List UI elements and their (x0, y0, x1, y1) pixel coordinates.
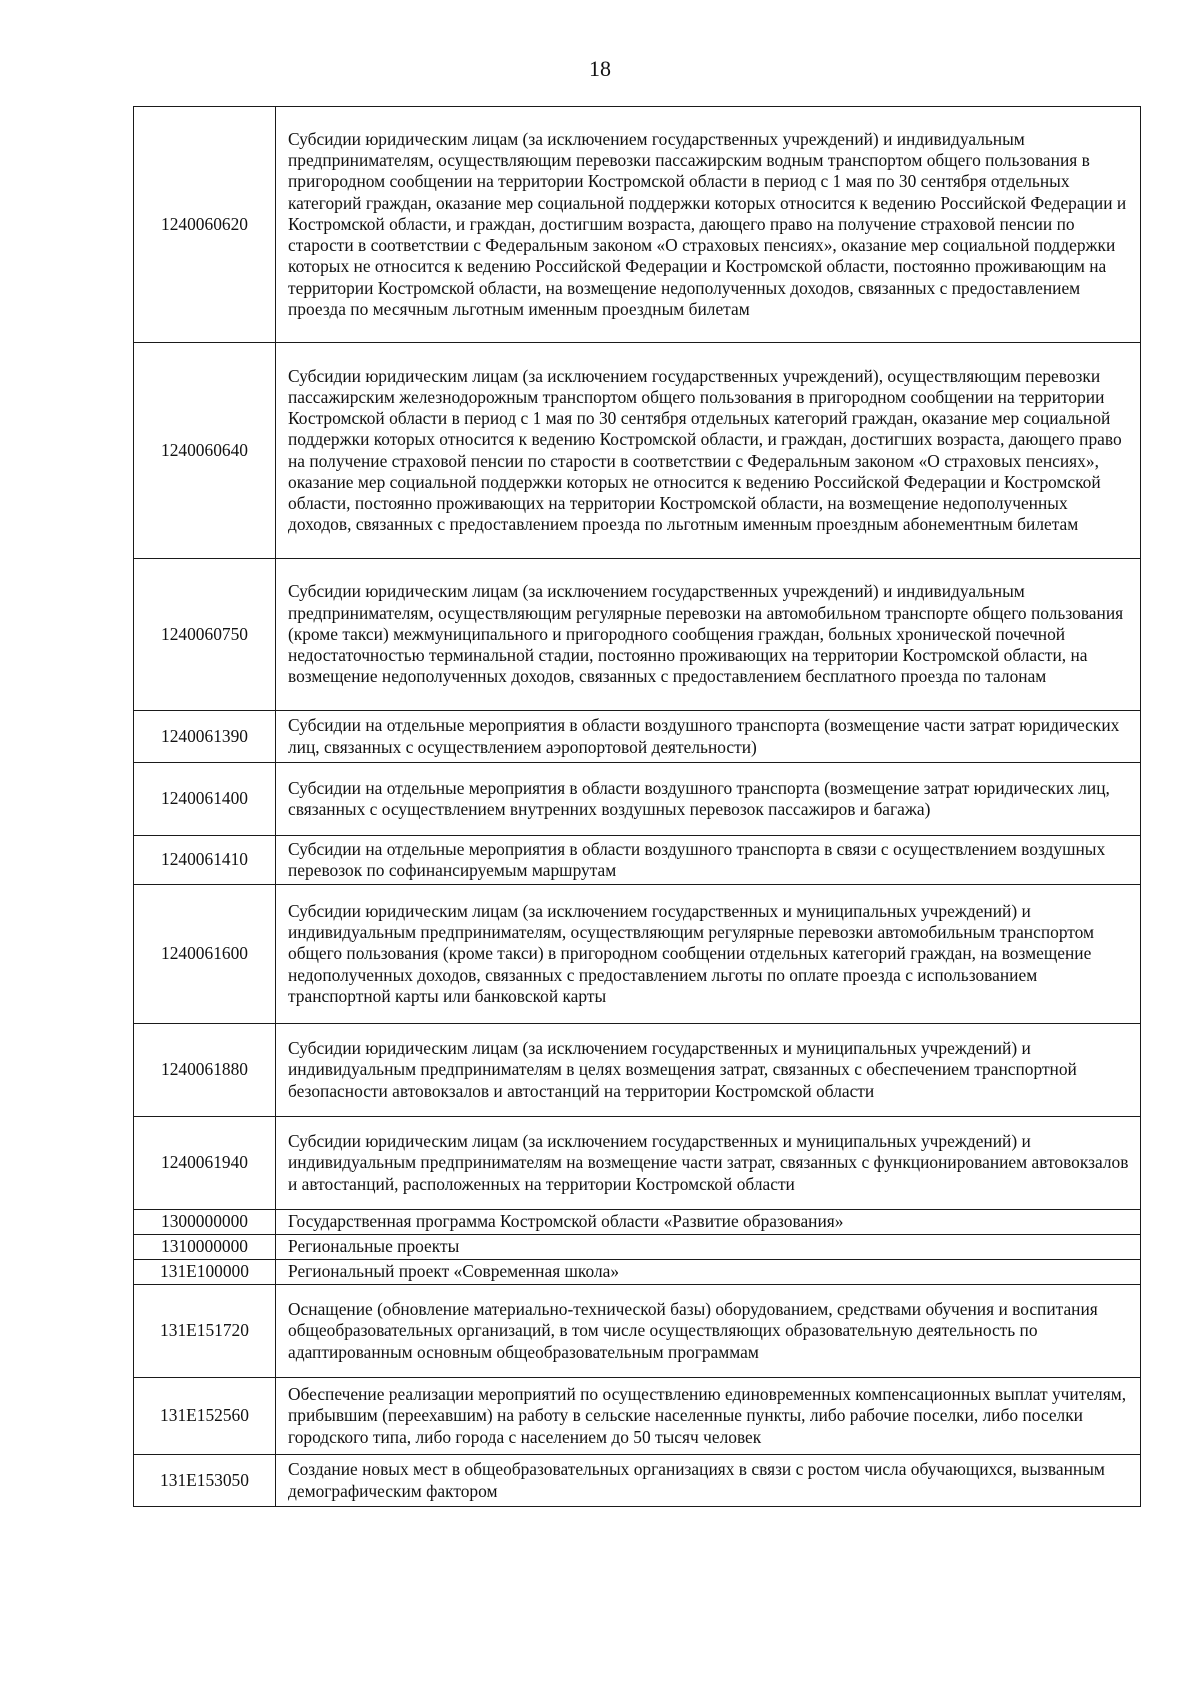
row-code: 131E152560 (134, 1378, 276, 1455)
table-row (134, 1260, 1141, 1285)
row-description: Субсидии юридическим лицам (за исключением государственных и муниципальных учреждений) и индивидуальным предпринимателям на возмещение части затрат, связанных с функционированием автовокзалов и автостанций, расположенных на территории Костромской области (276, 1117, 1141, 1210)
row-code: 1240061400 (134, 763, 276, 836)
row-description: Субсидии юридическим лицам (за исключением государственных и муниципальных учреждений) и индивидуальным предпринимателям в целях возмещения затрат, связанных с обеспечением транспортной безопасности автовокзалов и автостанций на территории Костромской области (276, 1024, 1141, 1117)
table-row (134, 1285, 1141, 1378)
row-code: 1240061410 (134, 836, 276, 885)
table-row (134, 1117, 1141, 1210)
row-code: 1240060750 (134, 559, 276, 711)
row-description: Субсидии на отдельные мероприятия в области воздушного транспорта в связи с осуществлением воздушных перевозок по софинансируемым маршрутам (276, 836, 1141, 885)
row-description: Субсидии юридическим лицам (за исключением государственных учреждений), осуществляющим перевозки пассажирским железнодорожным транспортом общего пользования в пригородном сообщении на территории Костромской области в период с 1 мая по 30 сентября отдельных категорий граждан, оказание мер социальной поддержки которых относится к ведению Костромской области, и граждан, достигших возраста, дающего право на получение страховой пенсии по старости в соответствии с Федеральным законом «О страховых пенсиях», оказание мер социальной поддержки которых не относится к ведению Российской Федерации и Костромской области, постоянно проживающих на территории Костромской области, на возмещение недополученных доходов, связанных с предоставлением проезда по льготным именным проездным абонементным билетам (276, 343, 1141, 559)
table-row (134, 711, 1141, 763)
row-description: Субсидии на отдельные мероприятия в области воздушного транспорта (возмещение части затрат юридических лиц, связанных с осуществлением аэропортовой деятельности) (276, 711, 1141, 763)
row-description: Создание новых мест в общеобразовательных организациях в связи с ростом числа обучающихся, вызванным демографическим фактором (276, 1455, 1141, 1507)
row-code: 1240061880 (134, 1024, 276, 1117)
row-code: 1240061600 (134, 885, 276, 1024)
budget-classification-table (133, 106, 1141, 1507)
row-description: Субсидии юридическим лицам (за исключением государственных и муниципальных учреждений) и индивидуальным предпринимателям, осуществляющим регулярные перевозки автомобильным транспортом общего пользования (кроме такси) в пригородном сообщении отдельных категорий граждан, на возмещение недополученных доходов, связанных с предоставлением льготы по оплате проезда с использованием транспортной карты или банковской карты (276, 885, 1141, 1024)
table-row (134, 1235, 1141, 1260)
table-row (134, 885, 1141, 1024)
row-description: Субсидии на отдельные мероприятия в области воздушного транспорта (возмещение затрат юридических лиц, связанных с осуществлением внутренних воздушных перевозок пассажиров и багажа) (276, 763, 1141, 836)
table-row (134, 559, 1141, 711)
row-description: Обеспечение реализации мероприятий по осуществлению единовременных компенсационных выплат учителям, прибывшим (переехавшим) на работу в сельские населенные пункты, либо рабочие поселки, либо поселки городского типа, либо города с населением до 50 тысяч человек (276, 1378, 1141, 1455)
table-row (134, 836, 1141, 885)
row-description: Оснащение (обновление материально-технической базы) оборудованием, средствами обучения и воспитания общеобразовательных организаций, в том числе осуществляющих образовательную деятельность по адаптированным основным общеобразовательным программам (276, 1285, 1141, 1378)
row-code: 131E153050 (134, 1455, 276, 1507)
table-row (134, 343, 1141, 559)
row-code: 1240061390 (134, 711, 276, 763)
row-code: 1300000000 (134, 1210, 276, 1235)
row-code: 1240060640 (134, 343, 276, 559)
table-row (134, 1455, 1141, 1507)
row-description: Субсидии юридическим лицам (за исключением государственных учреждений) и индивидуальным предпринимателям, осуществляющим перевозки пассажирским водным транспортом общего пользования в пригородном сообщении на территории Костромской области в период с 1 мая по 30 сентября отдельных категорий граждан, оказание мер социальной поддержки которых относится к ведению Российской Федерации и Костромской области, и граждан, достигшим возраста, дающего право на получение страховой пенсии по старости в соответствии с Федеральным законом «О страховых пенсиях», оказание мер социальной поддержки которых не относится к ведению Российской Федерации и Костромской области, постоянно проживающим на территории Костромской области, на возмещение недополученных доходов, связанных с предоставлением проезда по месячным льготным именным проездным билетам (276, 107, 1141, 343)
row-code: 1240061940 (134, 1117, 276, 1210)
page-number: 18 (589, 56, 611, 81)
row-description: Государственная программа Костромской области «Развитие образования» (276, 1210, 1141, 1235)
table-row (134, 763, 1141, 836)
table-row (134, 1378, 1141, 1455)
table-row (134, 1024, 1141, 1117)
row-description: Региональные проекты (276, 1235, 1141, 1260)
row-code: 1310000000 (134, 1235, 276, 1260)
row-description: Региональный проект «Современная школа» (276, 1260, 1141, 1285)
row-code: 131E151720 (134, 1285, 276, 1378)
table-row (134, 107, 1141, 343)
row-description: Субсидии юридическим лицам (за исключением государственных учреждений) и индивидуальным предпринимателям, осуществляющим регулярные перевозки на автомобильном транспорте общего пользования (кроме такси) межмуниципального и пригородного сообщения граждан, больных хронической почечной недостаточностью терминальной стадии, постоянно проживающих на территории Костромской области, на возмещение недополученных доходов, связанных с предоставлением бесплатного проезда по талонам (276, 559, 1141, 711)
row-code: 1240060620 (134, 107, 276, 343)
row-code: 131E100000 (134, 1260, 276, 1285)
table-row (134, 1210, 1141, 1235)
